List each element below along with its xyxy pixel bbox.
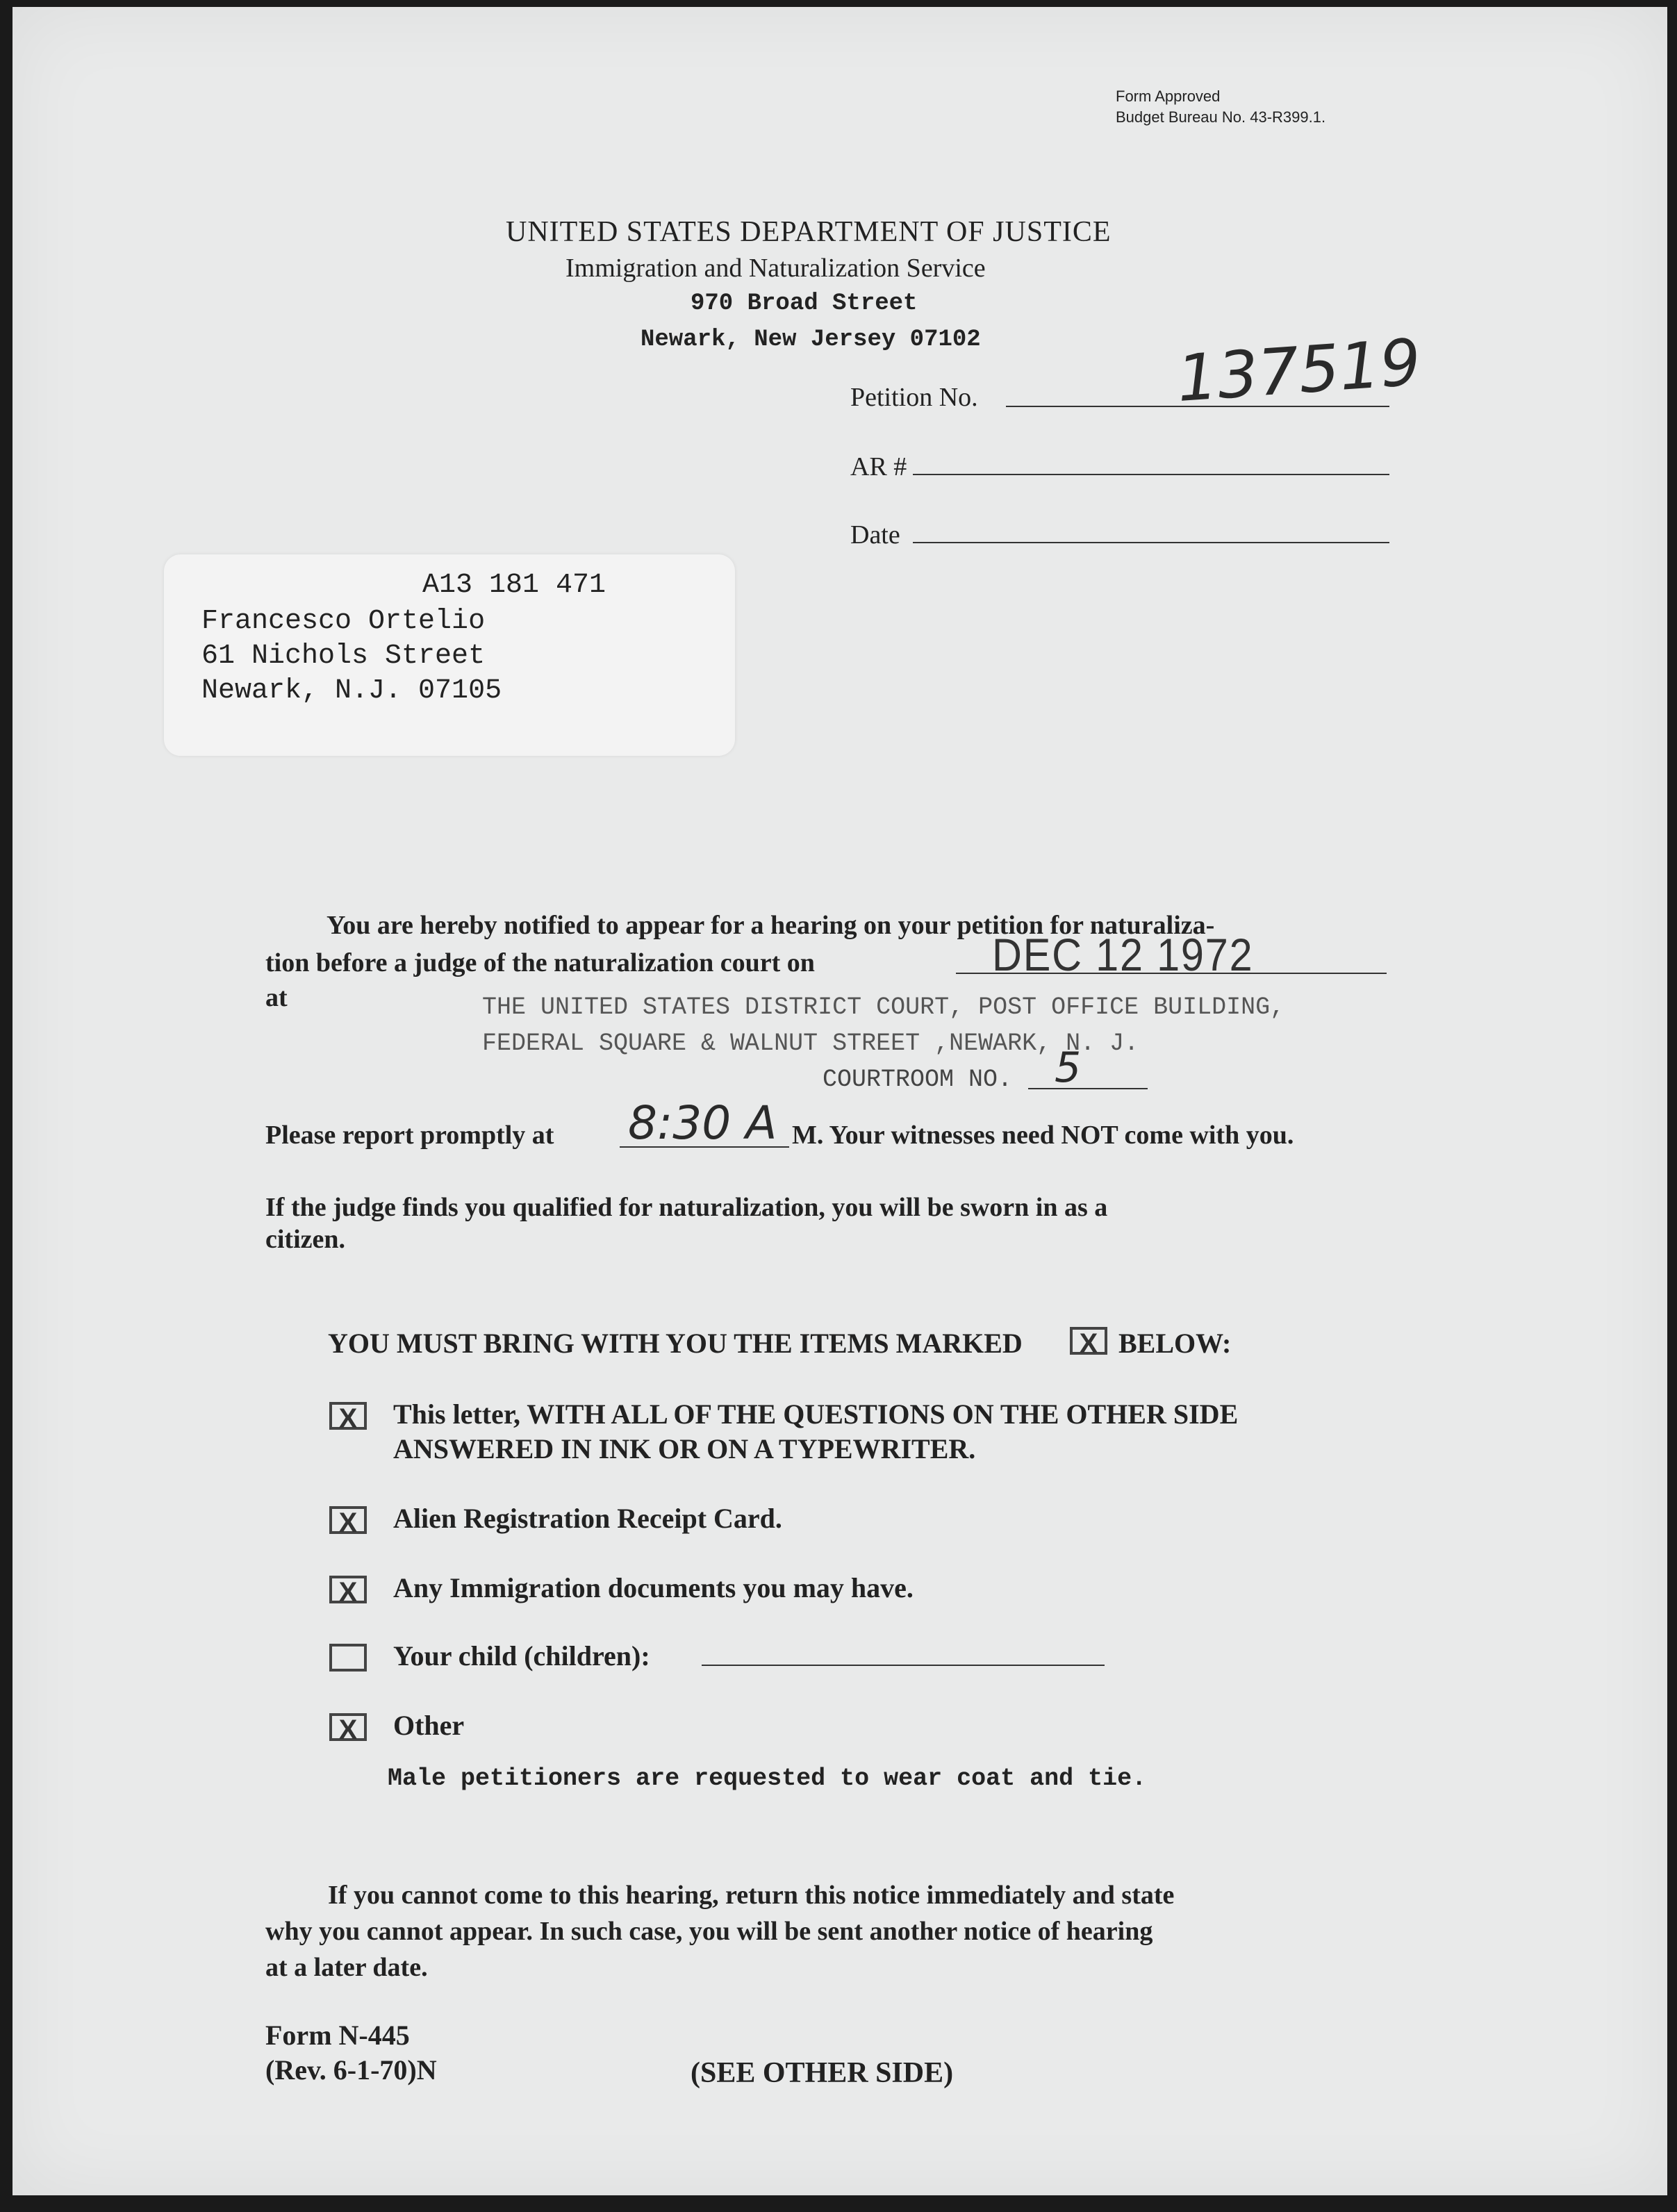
budget-bureau-line: Budget Bureau No. 43-R399.1.: [1116, 108, 1326, 126]
item-checkbox-immigration-docs[interactable]: X: [329, 1576, 367, 1603]
children-line: [702, 1665, 1105, 1666]
closing-line-1: If you cannot come to this hearing, return this notice immediately and state: [328, 1881, 1175, 1910]
address-label: [164, 554, 735, 756]
qualified-line-1: If the judge finds you qualified for naturalization, you will be sworn in as a: [265, 1193, 1108, 1222]
addressee-street: 61 Nichols Street: [201, 641, 486, 672]
report-time-handwritten: 8:30 A: [628, 1096, 777, 1150]
other-note: Male petitioners are requested to wear coat and tie.: [388, 1765, 1147, 1792]
item-letter-line-2: ANSWERED IN INK OR ON A TYPEWRITER.: [393, 1433, 976, 1464]
document-page: [13, 7, 1667, 2195]
item-checkbox-other[interactable]: X: [329, 1713, 367, 1741]
item-checkbox-alien-card[interactable]: X: [329, 1506, 367, 1534]
item-alien-card-label: Alien Registration Receipt Card.: [393, 1503, 782, 1534]
item-checkbox-letter[interactable]: X: [329, 1402, 367, 1430]
qualified-line-2: citizen.: [265, 1225, 346, 1254]
items-heading-prefix: YOU MUST BRING WITH YOU THE ITEMS MARKED: [328, 1328, 1023, 1359]
notice-line-1: You are hereby notified to appear for a hearing on your petition for naturaliza-: [327, 911, 1215, 940]
ar-line: [913, 474, 1389, 475]
date-label: Date: [850, 520, 900, 550]
ar-label: AR #: [850, 452, 907, 481]
item-immigration-docs-label: Any Immigration documents you may have.: [393, 1572, 914, 1603]
form-number: Form N-445: [265, 2020, 410, 2051]
item-children-label: Your child (children):: [393, 1640, 650, 1672]
report-prefix: Please report promptly at: [265, 1121, 554, 1150]
petition-number-handwritten: 137519: [1174, 324, 1423, 417]
form-revision: (Rev. 6-1-70)N: [265, 2054, 437, 2086]
closing-line-2: why you cannot appear. In such case, you will be sent another notice of hearing: [265, 1917, 1153, 1946]
department-heading: UNITED STATES DEPARTMENT OF JUSTICE: [506, 216, 1112, 248]
alien-number: A13 181 471: [422, 570, 606, 601]
addressee-city: Newark, N.J. 07105: [201, 675, 502, 707]
court-location-line-2: FEDERAL SQUARE & WALNUT STREET ,NEWARK, N. J.: [482, 1030, 1139, 1057]
report-suffix: M. Your witnesses need NOT come with you.: [792, 1121, 1294, 1150]
courtroom-line: [1028, 1088, 1148, 1089]
notice-line-2: tion before a judge of the naturalization court on: [265, 948, 815, 977]
addressee-name: Francesco Ortelio: [201, 606, 486, 637]
closing-line-3: at a later date.: [265, 1953, 428, 1982]
court-location-line-1: THE UNITED STATES DISTRICT COURT, POST OFFICE BUILDING,: [482, 993, 1285, 1021]
item-checkbox-children[interactable]: [329, 1644, 367, 1672]
heading-check-mark: X: [1070, 1327, 1107, 1355]
courtroom-label: COURTROOM NO.: [823, 1066, 1013, 1093]
item-letter-line-1: This letter, WITH ALL OF THE QUESTIONS ON THE OTHER SIDE: [393, 1398, 1239, 1430]
hearing-date-stamp: DEC 12 1972: [992, 929, 1254, 980]
items-heading-suffix: BELOW:: [1118, 1328, 1232, 1359]
petition-label: Petition No.: [850, 383, 978, 412]
at-label: at: [265, 983, 288, 1012]
see-other-side: (SEE OTHER SIDE): [691, 2057, 954, 2089]
date-line: [913, 542, 1389, 543]
item-other-label: Other: [393, 1710, 465, 1741]
courtroom-number-handwritten: 5: [1055, 1043, 1082, 1092]
agency-street: 970 Broad Street: [691, 290, 918, 317]
form-approved-line: Form Approved: [1116, 88, 1221, 105]
agency-city: Newark, New Jersey 07102: [641, 327, 981, 353]
service-heading: Immigration and Naturalization Service: [565, 254, 986, 283]
